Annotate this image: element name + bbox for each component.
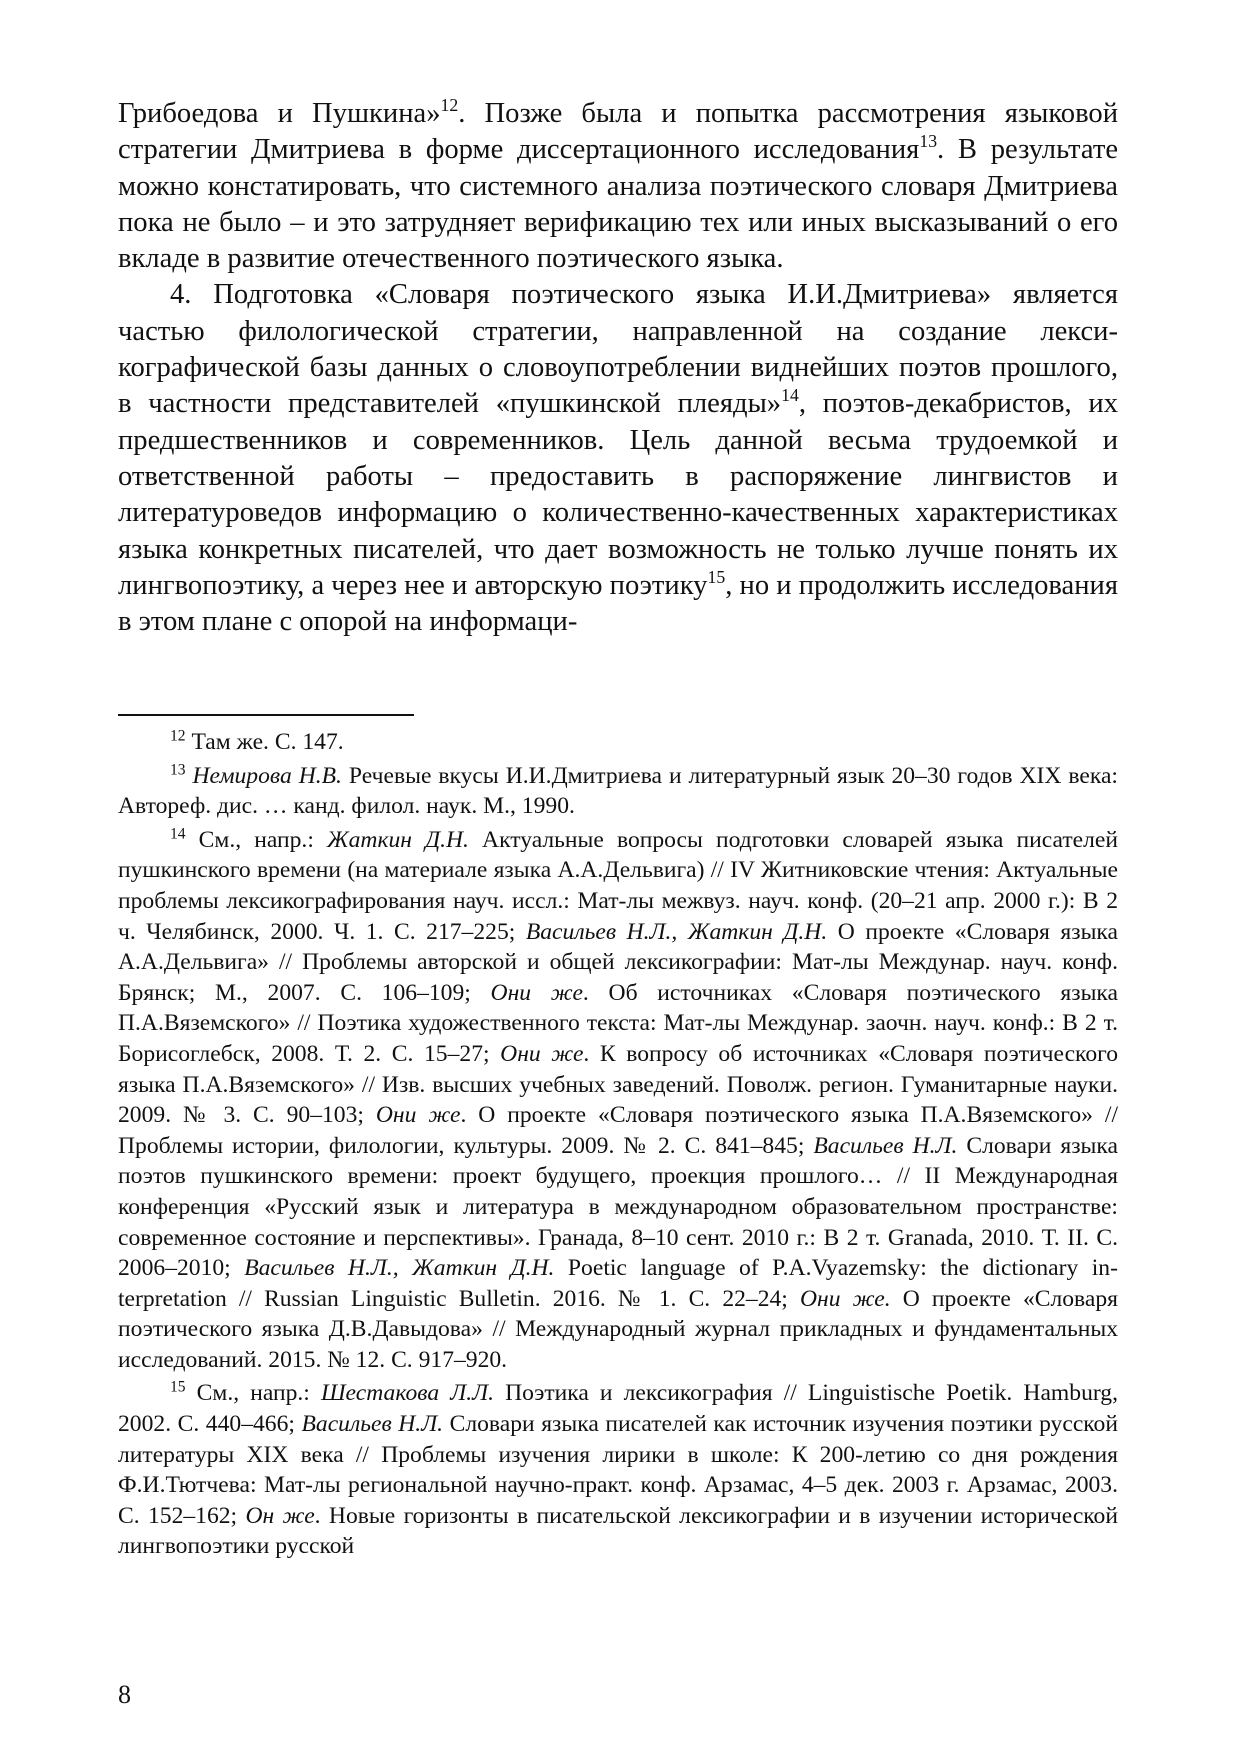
footnote-14: $^{14}$ См., напр.: Жаткин Д.Н. Актуальные вопросы подготовки словарей языка писателей пушкинского времени (на материале языка А.А.Дельвига) // IV Житниковские чтения: Актуальные проблемы лексикографирования науч. иссл.: Мат-лы межвуз. науч. конф. (20–21 апр. 2000 г.): В 2 ч. Челябинск, 2000. Ч. 1. С. 217–225; Васильев Н.Л., Жаткин Д.Н. О проекте «Словаря языка А.А.Дельвига» // Проблемы авторской и общей лексикографии: Мат-лы Междунар. науч. конф. Брянск; М., 2007. С. 106–109; Они же. Об источниках «Словаря поэтического языка П.А.Вяземского» // Поэтика художественного текста: Мат-лы Междунар. заочн. науч. конф.: В 2 т. Борисоглебск, 2008. Т. 2. С. 15–27; Они же. К вопросу об источниках «Словаря поэтического языка П.А.Вяземского» // Изв. высших учебных заведений. Поволж. регион. Гуманитарные науки. 2009. № 3. С. 90–103; Они же. О проекте «Словаря поэтического языка П.А.Вяземского» // Проблемы истории, филологии, культуры. 2009. № 2. С. 841–845; Васильев Н.Л. Словари языка поэтов пушкинского времени: проект будущего, проекция прошлого… // II Международная конференция «Русский язык и литература в международном образовательном пространстве: современное состояние и перспективы». Гранада, 8–10 сент. 2010 г.: В 2 т. Granada, 2010. Т. II. С. 2006–2010; Васильев Н.Л., Жаткин Д.Н. Poetic language of P.A.Vyazemsky: the dictionary interpretation // Russian Linguistic Bulletin. 2016. № 1. С. 22–24; Они же. О проекте «Словаря поэтического языка Д.В.Давыдова» // Международный журнал прикладных и фундаментальных исследований. 2015. № 12. С. 917–920. [118, 825, 1119, 1373]
paragraph-continuation: Грибоедова и Пушкина»$^{12}$. Позже была и попытка рассмотрения языковой стратегии Дмитриева в форме диссертационного исследования$^{13}$. В результате можно констатировать, что системного анализа поэтического словаря Дмитриева пока не было – и это затрудняет верификацию тех или иных высказываний о его вкладе в развитие отечественного поэтического языка. [118, 95, 1119, 275]
author-name: Жаткин Д.Н. [327, 826, 469, 853]
footnote-ref-12[interactable]: 12 [440, 95, 459, 116]
footnote-12: $^{12}$ Там же. С. 147. [170, 727, 344, 755]
author-name: Васильев Н.Л. [301, 1411, 444, 1438]
author-name: Шестакова Л.Л. [320, 1380, 494, 1407]
footnote-ref-13[interactable]: 13 [919, 131, 938, 152]
paragraph-4: 4. Подготовка «Словаря поэтического языка И.И.Дмитриева» является частью филологической стратегии, направленной на создание лексикографической базы данных о словоупотреблении виднейших поэтов прошлого, в частности представителей «пушкинской плеяды»$^{14}$, поэтов-декабристов, их предшественников и современников. Цель данной весьма трудоемкой и ответственной работы – предоставить в распоряжение лингвистов и литературоведов информацию о количественно-качественных характеристиках языка конкретных писателей, что дает возможность не только лучше понять их лингвопоэтику, а через нее и авторскую поэтику$^{15}$, но и продолжить исследования в этом плане с опорой на информаци- [118, 279, 1118, 638]
footnote-separator [118, 714, 414, 716]
author-name: Они же [375, 1102, 461, 1129]
author-name: Васильев Н.Л., Жаткин Д.Н. [244, 1255, 555, 1282]
footnotes [118, 727, 1118, 1562]
author-name: Васильев Н.Л., Жаткин Д.Н. [525, 918, 828, 945]
main-text [118, 96, 1118, 640]
author-name: Он же [245, 1502, 315, 1529]
footnote-15: $^{15}$ См., напр.: Шестакова Л.Л. Поэтика и лексикография // Linguistische Poetik. Hamburg, 2002. С. 440–466; Васильев Н.Л. Словари языка писателей как источник изучения поэтики русской литературы XIX века // Проблемы изучения лирики в школе: К 200-летию со дня рождения Ф.И.Тютчева: Мат-лы региональной научно-практ. конф. Арзамас, 4–5 дек. 2003 г. Арзамас, 2003. С. 152–162; Он же. Новые горизонты в писательской лексикографии и в изучении исторической лингвопоэтики русской [118, 1378, 1118, 1560]
author-name: Васильев Н.Л. [813, 1132, 958, 1159]
author-name: Они же. [799, 1285, 891, 1312]
author-name: Немирова Н.В. [192, 762, 342, 789]
footnote-ref-14[interactable]: 14 [781, 385, 799, 406]
author-name: Они же [500, 1040, 584, 1067]
footnote-ref-15[interactable]: 15 [707, 566, 726, 587]
footnote-13: $^{13}$ Немирова Н.В. Речевые вкусы И.И.Дмитриева и литературный язык 20–30 годов XIX века: Автореф. дис. … канд. филол. наук. М., 1990. [118, 761, 1118, 820]
author-name: Они же [490, 979, 583, 1006]
page-number: 8 [118, 1680, 131, 1709]
